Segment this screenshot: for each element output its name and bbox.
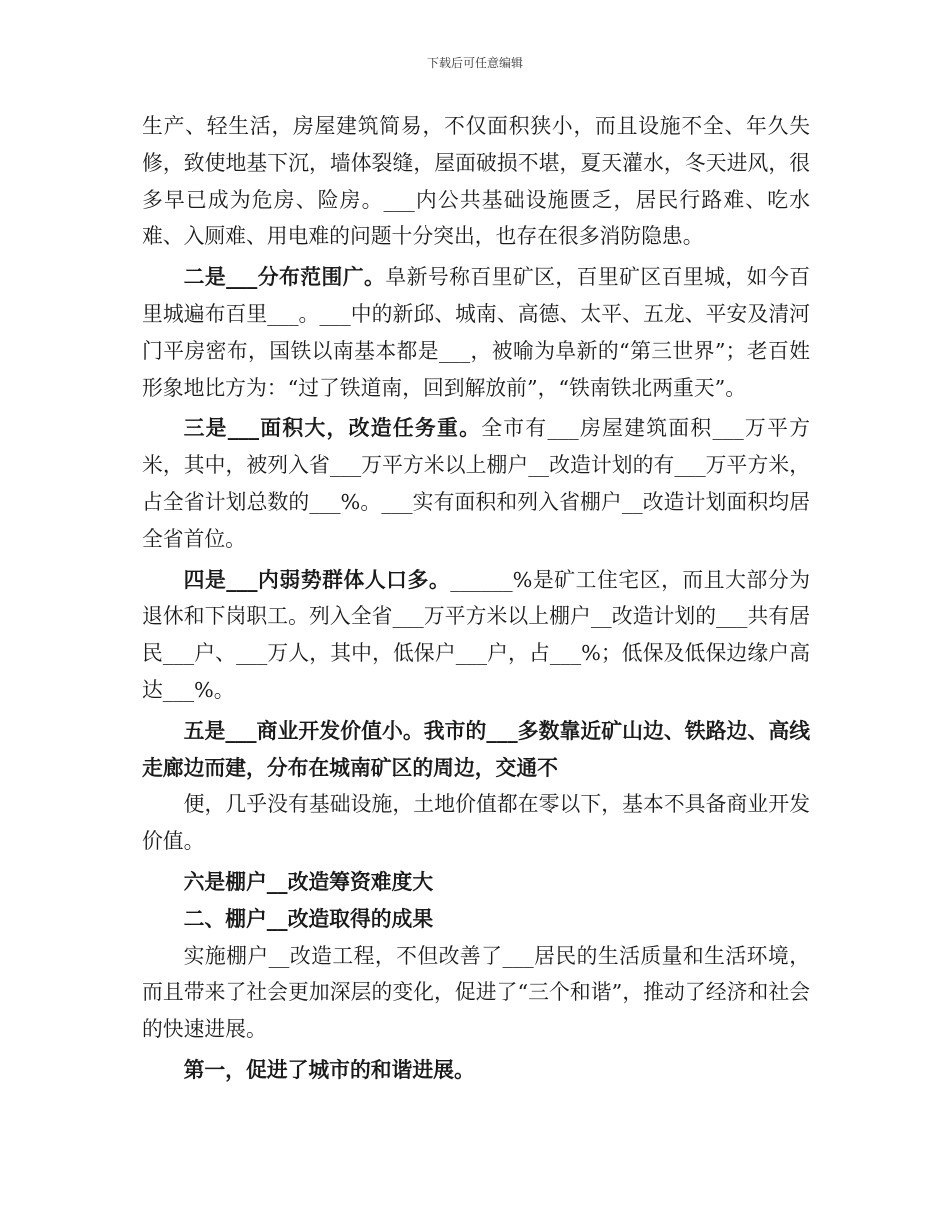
section-heading-two	[142, 901, 810, 938]
paragraph-3-text: 全市有___房屋建筑面积___万平方米，其中，被列入省___万平方米以上棚户__改造计划的有___万平方米，占全省计划总数的___%。___实有面积和列入省棚户__改造计划面积均居全省首位。	[142, 416, 810, 551]
paragraph-2	[142, 259, 810, 406]
heading-six	[142, 864, 810, 901]
paragraph-5-lead: 五是___商业开发价值小。我市的___多数靠近矿山边、铁路边、高线走廊边而建，分布在城南矿区的周边，交通不	[142, 717, 810, 780]
heading-first	[142, 1052, 810, 1089]
paragraph-5-continued-text: 便，几乎没有基础设施，土地价值都在零以下，基本不具备商业开发价值。	[142, 792, 810, 854]
paragraph-3	[142, 410, 810, 557]
paragraph-4-text: ______%是矿工住宅区，而且大部分为退休和下岗职工。列入全省___万平方米以上棚户__改造计划的___共有居民___户、___万人，其中，低保户___户，占___%；低保及低保边缘户高达___%。	[142, 567, 810, 702]
paragraph-1	[142, 108, 810, 255]
heading-six-text: 六是棚户__改造筹资难度大	[183, 868, 434, 894]
paragraph-4	[142, 562, 810, 709]
paragraph-2-lead: 二是___分布范围广。	[183, 264, 386, 290]
paragraph-4-lead: 四是___内弱势群体人口多。	[183, 566, 451, 592]
paragraph-5	[142, 713, 810, 787]
heading-first-text: 第一，促进了城市的和谐进展。	[183, 1056, 475, 1082]
page-header: 下载后可任意编辑	[426, 56, 523, 70]
paragraph-3-lead: 三是___面积大，改造任务重。	[183, 415, 482, 441]
section-heading-two-text: 二、棚户__改造取得的成果	[183, 905, 434, 931]
paragraph-2-text: 阜新号称百里矿区，百里矿区百里城，如今百里城遍布百里___。___中的新邱、城南、高德、太平、五龙、平安及清河门平房密布，国铁以南基本都是___，被喻为阜新的“第三世界”；老百姓形象地比方为：“过了铁道南，回到解放前”，“铁南铁北两重天”。	[142, 265, 810, 400]
paragraph-results	[142, 938, 810, 1048]
document-body	[142, 108, 810, 1089]
paragraph-results-text: 实施棚户__改造工程，不但改善了___居民的生活质量和生活环境，而且带来了社会更加深层的变化，促进了“三个和谐”，推动了经济和社会的快速进展。	[142, 943, 810, 1042]
paragraph-5-continued	[142, 786, 810, 860]
paragraph-1-text: 生产、轻生活，房屋建筑简易，不仅面积狭小，而且设施不全、年久失修，致使地基下沉，墙体裂缝，屋面破损不堪，夏天灌水，冬天进风，很多早已成为危房、险房。___内公共基础设施匮乏，居民行路难、吃水难、入厕难、用电难的问题十分突出，也存在很多消防隐患。	[142, 114, 810, 249]
